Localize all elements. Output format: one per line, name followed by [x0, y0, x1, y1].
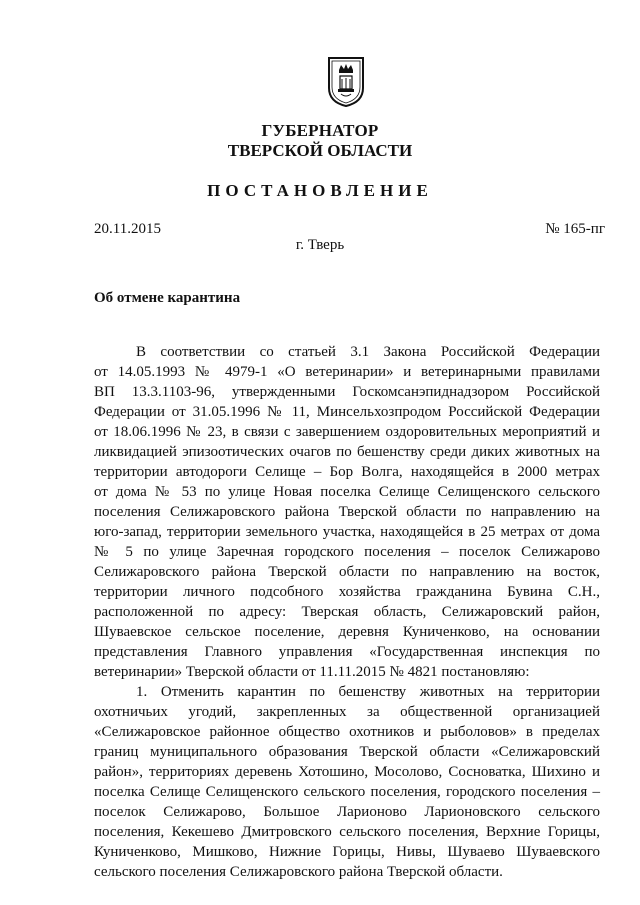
body-line: В соответствии со статьей 3.1 Закона Российской Федерации — [136, 344, 600, 360]
body-line: границ муниципального образования Тверской области «Селижаровский — [94, 744, 600, 760]
issuer-title: ГУБЕРНАТОР — [261, 121, 379, 140]
body-line: «Селижаровское районное общество охотников и рыболовов» в пределах — [94, 724, 600, 740]
tver-coat-of-arms-icon — [327, 56, 365, 108]
body-line: Селижаровского района Тверской области по направлению на восток, — [94, 564, 600, 580]
issuer-region: ТВЕРСКОЙ ОБЛАСТИ — [227, 141, 413, 160]
body-line: ВП 13.3.1103-96, утвержденными Госкомсанэпиднадзором Российской — [94, 384, 600, 400]
body-line: от 14.05.1993 № 4979-1 «О ветеринарии» и ветеринарными правилами — [94, 364, 600, 380]
document-subject: Об отмене карантина — [94, 290, 241, 306]
body-line: Федерации от 31.05.1996 № 11, Минсельхозпродом Российской Федерации — [94, 404, 600, 420]
body-line: № 5 по улице Заречная городского поселения – поселок Селижарово — [94, 544, 600, 560]
document-type: ПОСТАНОВЛЕНИЕ — [207, 181, 433, 200]
body-line: поселения, Кекешево Дмитровского сельского поселения, Верхние Горицы, — [94, 824, 600, 840]
body-line: от 18.06.1996 № 23, в связи с завершением оздоровительных мероприятий и — [94, 424, 600, 440]
body-line: поселок Селижарово, Большое Ларионово Ларионовского сельского — [94, 804, 600, 820]
body-line: территории личного подсобного хозяйства гражданина Бувина С.Н., — [94, 584, 600, 600]
body-line: территории автодороги Селище – Бор Волга, находящейся в 2000 метрах — [94, 464, 600, 480]
body-line: поселка Селище Селищенского сельского поселения, городского поселения – — [94, 784, 600, 800]
body-line: юго-запад, территории земельного участка, находящейся в 25 метрах от дома — [94, 524, 600, 540]
body-line: поселения Селижаровского района Тверской области по направлению на — [94, 504, 600, 520]
document-city: г. Тверь — [295, 237, 345, 253]
body-line: сельского поселения Селижаровского района Тверской области. — [94, 864, 503, 880]
body-line: от дома № 53 по улице Новая поселка Селище Селищенского сельского — [94, 484, 600, 500]
body-line: расположенной по адресу: Тверская область, Селижаровский район, — [94, 604, 600, 620]
body-line: Шуваевское сельское поселение, деревня Куниченково, на основании — [94, 624, 600, 640]
body-line: Куниченково, Мишково, Нижние Горицы, Нивы, Шуваево Шуваевского — [94, 844, 600, 860]
body-line: 1. Отменить карантин по бешенству животных на территории — [136, 684, 600, 700]
body-line: представления Главного управления «Государственная инспекция по — [94, 644, 600, 660]
body-line: район», территориях деревень Хотошино, Мосолово, Сосноватка, Шихино и — [94, 764, 600, 780]
body-line: охотничьих угодий, закрепленных за общественной организацией — [94, 704, 600, 720]
body-line: ликвидацией эпизоотических очагов по бешенству среди диких животных на — [94, 444, 600, 460]
document-date: 20.11.2015 — [94, 221, 161, 237]
body-line: ветеринарии» Тверской области от 11.11.2015 № 4821 постановляю: — [94, 664, 530, 680]
document-number: № 165-пг — [545, 221, 605, 237]
